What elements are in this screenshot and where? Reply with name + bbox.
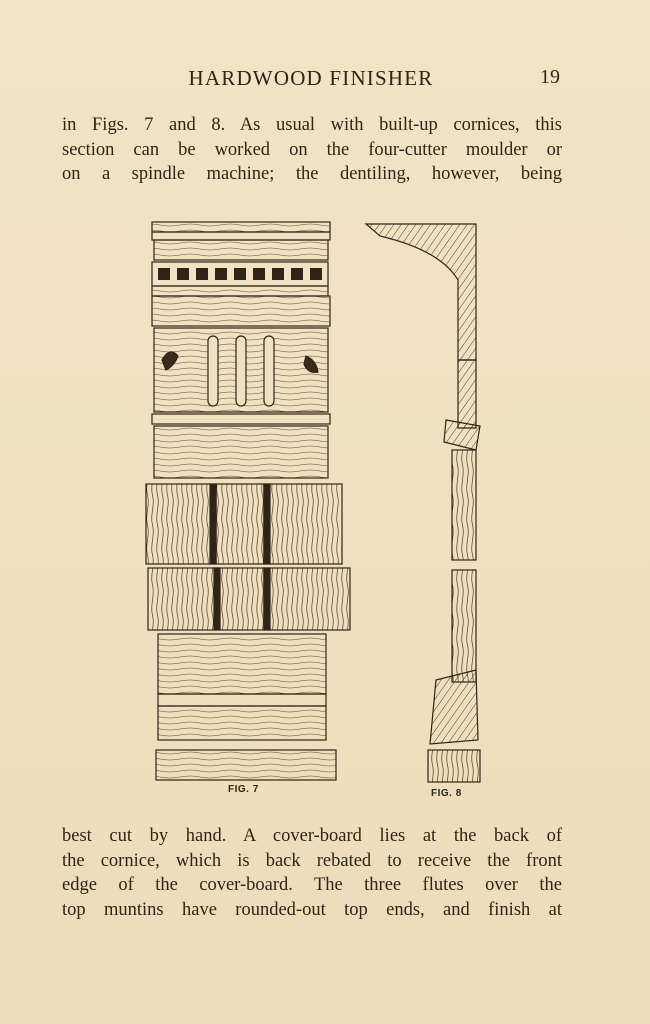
text-line: in Figs. 7 and 8. As usual with built-up cornices, this — [62, 115, 562, 135]
paragraph-bottom — [62, 824, 562, 922]
page-number: 19 — [540, 66, 560, 88]
cornice-drawing — [140, 210, 500, 810]
cornice-illustration — [140, 210, 500, 810]
page-header — [62, 66, 560, 94]
text-line: the cornice, which is back rebated to receive the front — [62, 850, 562, 871]
fig8-section — [366, 224, 480, 782]
text-line: on a spindle machine; the dentiling, however, being — [62, 164, 562, 184]
running-head: HARDWOOD FINISHER — [188, 66, 434, 90]
text-line: edge of the cover-board. The three flutes over the — [62, 875, 562, 895]
text-line: section can be worked on the four-cutter moulder or — [62, 139, 562, 160]
text-line: best cut by hand. A cover-board lies at the back of — [62, 826, 562, 846]
fig7-caption: FIG. 7 — [228, 784, 259, 795]
paragraph-top — [62, 113, 562, 187]
fig8-caption: FIG. 8 — [431, 788, 462, 799]
fig7-elevation — [146, 222, 350, 780]
text-line: top muntins have rounded-out top ends, and finish at — [62, 899, 562, 920]
